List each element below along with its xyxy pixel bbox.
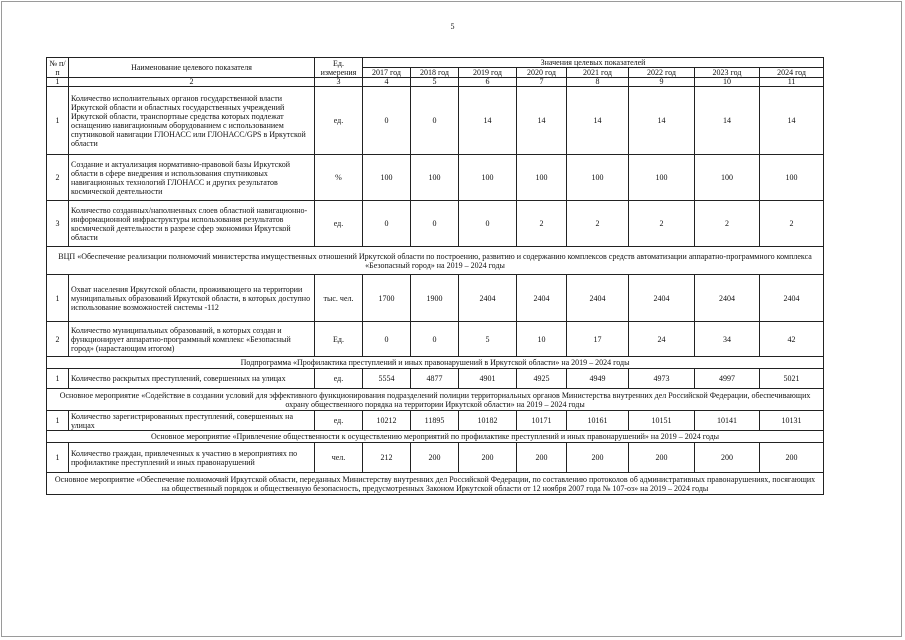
indicator-name: Создание и актуализация нормативно-правовой базы Иркутской области в сфере внедрения и использования спутниковых навигационных технологий ГЛОНАСС и других результатов космической деятельности <box>69 155 315 201</box>
header-year: 2024 год <box>760 68 824 78</box>
section-title: Основное мероприятие «Содействие в создании условий для эффективного функционирования подразделений полиции территориальных органов Министерства внутренних дел Российской Федерации, обеспечивающих охрану общественного порядка на территории Иркутской области» на 2019 – 2024 годы <box>47 389 824 411</box>
unit-cell: Ед. <box>315 322 363 357</box>
column-number: 1 <box>47 78 69 87</box>
section-row <box>47 473 824 495</box>
section-row <box>47 247 824 275</box>
value-cell: 24 <box>629 322 695 357</box>
unit-cell: ед. <box>315 369 363 389</box>
value-cell: 14 <box>517 87 567 155</box>
value-cell: 10212 <box>363 411 411 431</box>
header-unit: Ед. измерения <box>315 58 363 78</box>
header-num: № п/п <box>47 58 69 78</box>
value-cell: 200 <box>567 443 629 473</box>
value-cell: 200 <box>459 443 517 473</box>
indicator-name: Количество раскрытых преступлений, совершенных на улицах <box>69 369 315 389</box>
column-number: 8 <box>567 78 629 87</box>
value-cell: 4901 <box>459 369 517 389</box>
value-cell: 5 <box>459 322 517 357</box>
value-cell: 34 <box>695 322 760 357</box>
value-cell: 1900 <box>411 275 459 322</box>
section-row <box>47 389 824 411</box>
value-cell: 2 <box>517 201 567 247</box>
value-cell: 10 <box>517 322 567 357</box>
section-title: Подпрограмма «Профилактика преступлений и иных правонарушений в Иркутской области» на 2019 – 2024 годы <box>47 357 824 369</box>
value-cell: 14 <box>459 87 517 155</box>
unit-cell: чел. <box>315 443 363 473</box>
column-number: 11 <box>760 78 824 87</box>
column-number: 2 <box>69 78 315 87</box>
value-cell: 100 <box>567 155 629 201</box>
value-cell: 10141 <box>695 411 760 431</box>
table-row <box>47 322 824 357</box>
value-cell: 200 <box>695 443 760 473</box>
value-cell: 11895 <box>411 411 459 431</box>
section-title: Основное мероприятие «Привлечение общественности к осуществлению мероприятий по профилактике преступлений и иных правонарушений» на 2019 – 2024 годы <box>47 431 824 443</box>
value-cell: 0 <box>363 87 411 155</box>
value-cell: 2404 <box>517 275 567 322</box>
value-cell: 14 <box>629 87 695 155</box>
value-cell: 2 <box>629 201 695 247</box>
value-cell: 2404 <box>695 275 760 322</box>
value-cell: 2404 <box>629 275 695 322</box>
column-number: 6 <box>459 78 517 87</box>
value-cell: 1700 <box>363 275 411 322</box>
column-number: 10 <box>695 78 760 87</box>
value-cell: 17 <box>567 322 629 357</box>
indicator-name: Количество зарегистрированных преступлений, совершенных на улицах <box>69 411 315 431</box>
value-cell: 0 <box>411 87 459 155</box>
value-cell: 2404 <box>760 275 824 322</box>
table-row <box>47 155 824 201</box>
table-row <box>47 201 824 247</box>
value-cell: 2404 <box>567 275 629 322</box>
indicator-name: Количество исполнительных органов государственной власти Иркутской области и областных государственных учреждений Иркутской области, транспортные средства которых подлежат оснащению навигационным оборудованием с использованием спутниковой навигации ГЛОНАСС или ГЛОНАСС/GPS в Иркутской области <box>69 87 315 155</box>
header-values-group: Значения целевых показателей <box>363 58 824 68</box>
value-cell: 5554 <box>363 369 411 389</box>
value-cell: 0 <box>411 201 459 247</box>
value-cell: 5021 <box>760 369 824 389</box>
table-row <box>47 275 824 322</box>
row-number: 1 <box>47 443 69 473</box>
value-cell: 2404 <box>459 275 517 322</box>
indicator-name: Охват населения Иркутской области, проживающего на территории муниципальных образований Иркутской области, в которых доступно использование возможностей системы -112 <box>69 275 315 322</box>
value-cell: 10131 <box>760 411 824 431</box>
header-year: 2021 год <box>567 68 629 78</box>
section-title: Основное мероприятие «Обеспечение полномочий Иркутской области, переданных Министерству внутренних дел Российской Федерации, по составлению протоколов об административных правонарушениях, посягающих на общественный порядок и общественную безопасность, предусмотренных Законом Иркутской области от 12 ноября 2007 года № 107-оз» на 2019 – 2024 годы <box>47 473 824 495</box>
indicators-table <box>46 57 824 495</box>
value-cell: 200 <box>629 443 695 473</box>
row-number: 2 <box>47 322 69 357</box>
value-cell: 200 <box>760 443 824 473</box>
indicator-name: Количество граждан, привлеченных к участию в мероприятиях по профилактике преступлений и иных правонарушений <box>69 443 315 473</box>
column-number: 4 <box>363 78 411 87</box>
row-number: 1 <box>47 369 69 389</box>
value-cell: 14 <box>760 87 824 155</box>
column-number: 3 <box>315 78 363 87</box>
header-name: Наименование целевого показателя <box>69 58 315 78</box>
table-row <box>47 443 824 473</box>
value-cell: 200 <box>411 443 459 473</box>
header-year: 2022 год <box>629 68 695 78</box>
header-year: 2020 год <box>517 68 567 78</box>
value-cell: 4949 <box>567 369 629 389</box>
row-number: 2 <box>47 155 69 201</box>
value-cell: 2 <box>567 201 629 247</box>
unit-cell: ед. <box>315 87 363 155</box>
value-cell: 14 <box>695 87 760 155</box>
value-cell: 4973 <box>629 369 695 389</box>
table-row <box>47 369 824 389</box>
page-number: 5 <box>450 22 455 31</box>
value-cell: 4877 <box>411 369 459 389</box>
unit-cell: тыс. чел. <box>315 275 363 322</box>
value-cell: 4925 <box>517 369 567 389</box>
value-cell: 100 <box>760 155 824 201</box>
unit-cell: % <box>315 155 363 201</box>
unit-cell: ед. <box>315 411 363 431</box>
value-cell: 100 <box>695 155 760 201</box>
value-cell: 100 <box>517 155 567 201</box>
section-row <box>47 357 824 369</box>
value-cell: 2 <box>760 201 824 247</box>
row-number: 3 <box>47 201 69 247</box>
section-title: ВЦП «Обеспечение реализации полномочий министерства имущественных отношений Иркутской области по построению, развитию и содержанию комплексов средств автоматизации аппаратно-программного комплекса «Безопасный город» на 2019 – 2024 годы <box>47 247 824 275</box>
value-cell: 10151 <box>629 411 695 431</box>
header-year: 2017 год <box>363 68 411 78</box>
value-cell: 100 <box>411 155 459 201</box>
value-cell: 10161 <box>567 411 629 431</box>
column-number: 7 <box>517 78 567 87</box>
value-cell: 0 <box>411 322 459 357</box>
header-year: 2018 год <box>411 68 459 78</box>
row-number: 1 <box>47 275 69 322</box>
section-row <box>47 431 824 443</box>
table-row <box>47 87 824 155</box>
value-cell: 212 <box>363 443 411 473</box>
value-cell: 0 <box>363 322 411 357</box>
value-cell: 10182 <box>459 411 517 431</box>
column-number: 9 <box>629 78 695 87</box>
indicator-name: Количество созданных/наполненных слоев областной навигационно-информационной инфраструктуры использования результатов космической деятельности в разрезе сфер экономики Иркутской области <box>69 201 315 247</box>
row-number: 1 <box>47 87 69 155</box>
value-cell: 14 <box>567 87 629 155</box>
value-cell: 100 <box>459 155 517 201</box>
value-cell: 10171 <box>517 411 567 431</box>
value-cell: 2 <box>695 201 760 247</box>
value-cell: 4997 <box>695 369 760 389</box>
table-row <box>47 411 824 431</box>
value-cell: 100 <box>363 155 411 201</box>
column-number: 5 <box>411 78 459 87</box>
indicator-name: Количество муниципальных образований, в которых создан и функционирует аппаратно-программный комплекс «Безопасный город» (нарастающим итогом) <box>69 322 315 357</box>
unit-cell: ед. <box>315 201 363 247</box>
header-year: 2023 год <box>695 68 760 78</box>
value-cell: 42 <box>760 322 824 357</box>
row-number: 1 <box>47 411 69 431</box>
value-cell: 0 <box>363 201 411 247</box>
value-cell: 200 <box>517 443 567 473</box>
value-cell: 100 <box>629 155 695 201</box>
header-year: 2019 год <box>459 68 517 78</box>
value-cell: 0 <box>459 201 517 247</box>
